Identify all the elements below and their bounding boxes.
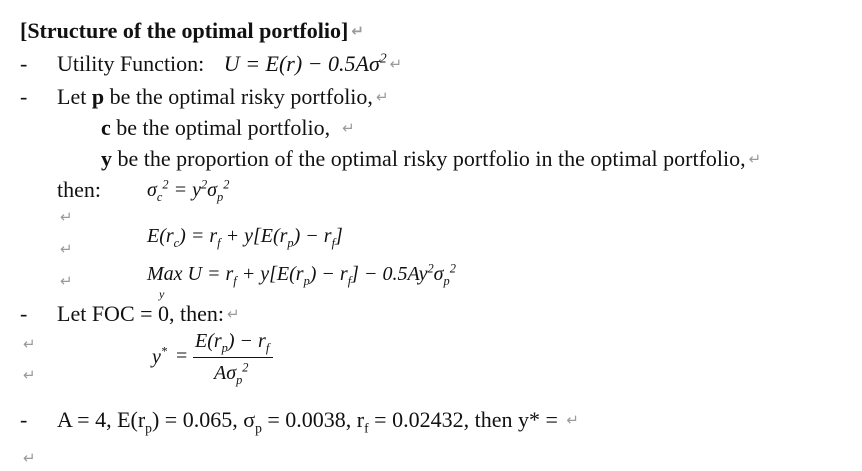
- let-p-line: Let p be the optimal risky portfolio, ↵: [57, 84, 389, 109]
- section-heading: [20, 18, 364, 44]
- utility-formula: $U = E(r) - 0.5A\sigma^2$: [223, 50, 387, 76]
- bullet-dash: -: [20, 84, 28, 109]
- paragraph-mark-icon: ↵: [389, 55, 403, 73]
- fraction-numerator: $E(r_p) - r_f$: [195, 330, 270, 355]
- paragraph-mark-icon: ↵: [342, 119, 355, 137]
- paragraph-mark-icon: ↵: [23, 335, 36, 353]
- equation-variance: $\sigma_c^2 = y^2\sigma_p^2$: [147, 177, 230, 204]
- foc-line: Let FOC = 0, then: ↵: [57, 301, 240, 326]
- paragraph-mark-icon: ↵: [748, 150, 762, 168]
- y-line: y be the proportion of the optimal risky portfolio in the optimal portfolio, ↵: [101, 146, 762, 171]
- paragraph-mark-icon: ↵: [566, 411, 579, 429]
- then-label: then:: [57, 177, 101, 202]
- parameters-line: A = 4, $E(r_p) = 0.065$, $\sigma_p = 0.0038$, $r_f = 0.02432$, then y* = ↵: [57, 407, 579, 436]
- paragraph-mark-icon: ↵: [23, 366, 36, 384]
- paragraph-mark-icon: ↵: [60, 272, 73, 290]
- paragraph-mark-icon: ↵: [23, 449, 36, 467]
- paragraph-mark-icon: ↵: [227, 305, 240, 323]
- equals-sign: =: [176, 345, 188, 367]
- paragraph-mark-icon: ↵: [60, 208, 73, 226]
- bullet-dash: -: [20, 301, 28, 326]
- paragraph-mark-icon: ↵: [351, 22, 364, 40]
- fraction-denominator: $A\sigma_p^2$: [214, 360, 249, 387]
- utility-label: Utility Function:: [57, 51, 205, 76]
- bullet-dash: -: [20, 407, 28, 432]
- paragraph-mark-icon: ↵: [60, 240, 73, 258]
- bullet-dash: -: [20, 51, 28, 76]
- equation-maximize-utility: Max y $U = r_f + y[E(r_p) - r_f] - 0.5Ay^2\sigma_p^2$: [147, 261, 456, 301]
- equation-expected-return: $E(r_c) = r_f + y[E(r_p) - r_f]$: [147, 225, 343, 250]
- optimal-y-label: y*: [152, 344, 168, 368]
- heading-text: [Structure of the optimal portfolio]: [20, 18, 349, 43]
- c-line: c be the optimal portfolio, ↵: [101, 115, 355, 140]
- utility-line: [57, 51, 402, 77]
- paragraph-mark-icon: ↵: [375, 88, 389, 106]
- fraction-bar: [193, 357, 273, 358]
